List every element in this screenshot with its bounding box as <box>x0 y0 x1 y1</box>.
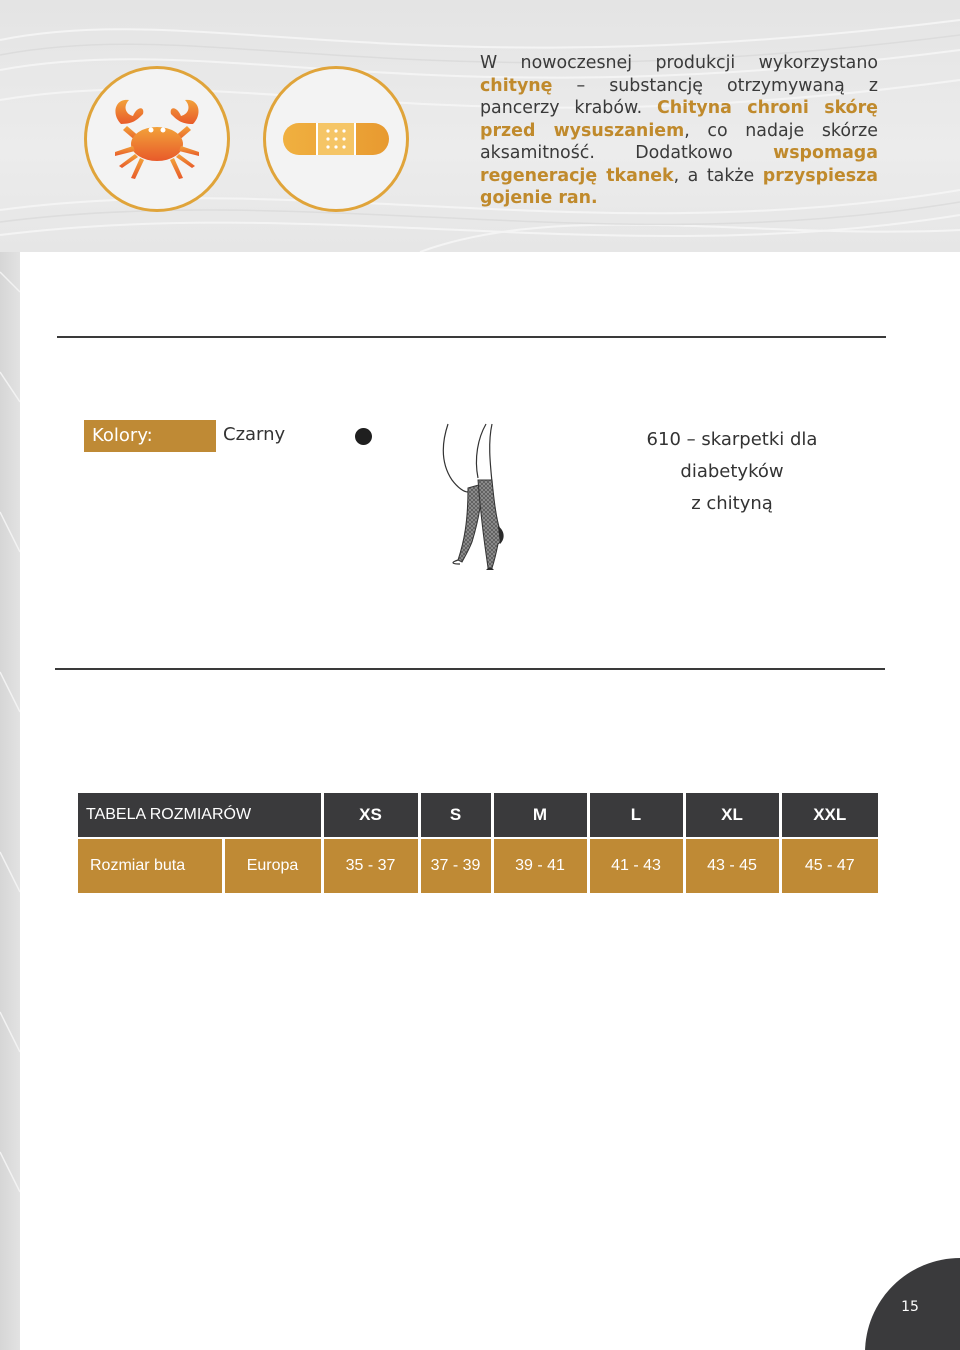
product-title: 610 – skarpetki dla diabetyków <box>646 429 818 482</box>
row-label: Rozmiar buta <box>78 839 223 893</box>
crab-badge <box>84 66 230 212</box>
bandage-badge <box>263 66 409 212</box>
size-table-row <box>78 839 878 893</box>
size-header-cell: S <box>419 793 492 837</box>
intro-text: , co nadaje skórze aksamitność. Dodatkowo <box>480 120 878 163</box>
intro-highlight: chitynę <box>480 75 553 96</box>
range-cell: 39 - 41 <box>492 839 588 893</box>
size-header-cell: M <box>492 793 588 837</box>
size-header-cell: XS <box>322 793 419 837</box>
intro-highlight: wspomaga regenerację tkanek <box>480 143 878 186</box>
size-table <box>78 793 878 893</box>
color-name: Czarny <box>223 424 286 445</box>
product-subtitle: z chityną <box>691 493 773 514</box>
range-cell: 43 - 45 <box>684 839 780 893</box>
intro-highlight: Chityna chroni skórę przed wysuszaniem <box>480 98 878 141</box>
range-cell: 37 - 39 <box>419 839 492 893</box>
intro-text: , a także <box>673 165 763 186</box>
size-header-cell: L <box>588 793 684 837</box>
intro-text: W nowoczesnej produkcji wykorzystano <box>480 53 878 73</box>
range-cell: 41 - 43 <box>588 839 684 893</box>
color-swatch <box>355 428 372 445</box>
left-decor-strip <box>0 252 20 1350</box>
size-header-cell: XL <box>684 793 780 837</box>
range-cell: 35 - 37 <box>322 839 419 893</box>
product-name <box>596 424 868 520</box>
bandage-icon <box>281 119 391 159</box>
strip-wave-pattern <box>0 252 20 1350</box>
region-label: Europa <box>223 839 322 893</box>
size-table-title: TABELA ROZMIARÓW <box>78 793 322 837</box>
colors-label: Kolory: <box>84 420 216 452</box>
size-header-cell: XXL <box>780 793 878 837</box>
divider-bottom <box>55 668 885 670</box>
intro-text: – substancję otrzymywaną z pancerzy krabów. <box>480 75 878 118</box>
sock-illustration <box>438 422 514 570</box>
size-table-header <box>78 793 878 837</box>
range-cell: 45 - 47 <box>780 839 878 893</box>
intro-highlight: przyspiesza gojenie ran. <box>480 165 878 208</box>
crab-icon <box>107 94 207 184</box>
page-number: 15 <box>901 1299 919 1315</box>
intro-paragraph <box>480 52 878 210</box>
divider-top <box>57 336 886 338</box>
